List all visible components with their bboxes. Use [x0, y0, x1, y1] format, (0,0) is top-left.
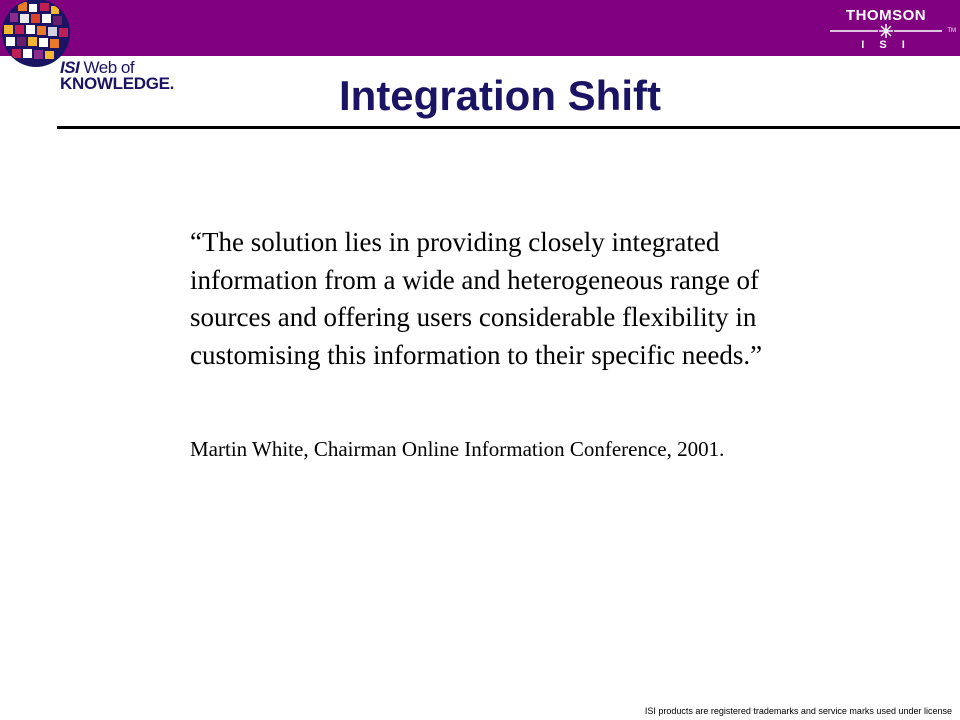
slide-title: Integration Shift	[339, 72, 661, 119]
isi-logo-web-of: Web of	[79, 58, 135, 77]
thomson-isi-text: I S I	[861, 39, 911, 51]
isi-logo-isi: ISI	[60, 58, 80, 77]
title-divider	[57, 126, 960, 129]
trademark-mark: TM	[947, 28, 956, 34]
trademark-footer: ISI products are registered trademarks and service marks used under license	[644, 706, 952, 716]
isi-logo-knowledge: KNOWLEDGE.	[60, 74, 175, 93]
quote-attribution: Martin White, Chairman Online Information Conference, 2001.	[190, 437, 725, 461]
thomson-wordmark: THOMSON	[845, 7, 927, 24]
header-band	[0, 0, 960, 56]
isi-web-of-knowledge-logo	[60, 58, 210, 92]
star-icon	[826, 24, 946, 38]
thomson-isi-logo	[826, 2, 956, 54]
quote-text: “The solution lies in providing closely integrated information from a wide and heterogeneous range of sources and offering users considerable flexibility in customising this information to their specific needs.”	[190, 227, 763, 370]
